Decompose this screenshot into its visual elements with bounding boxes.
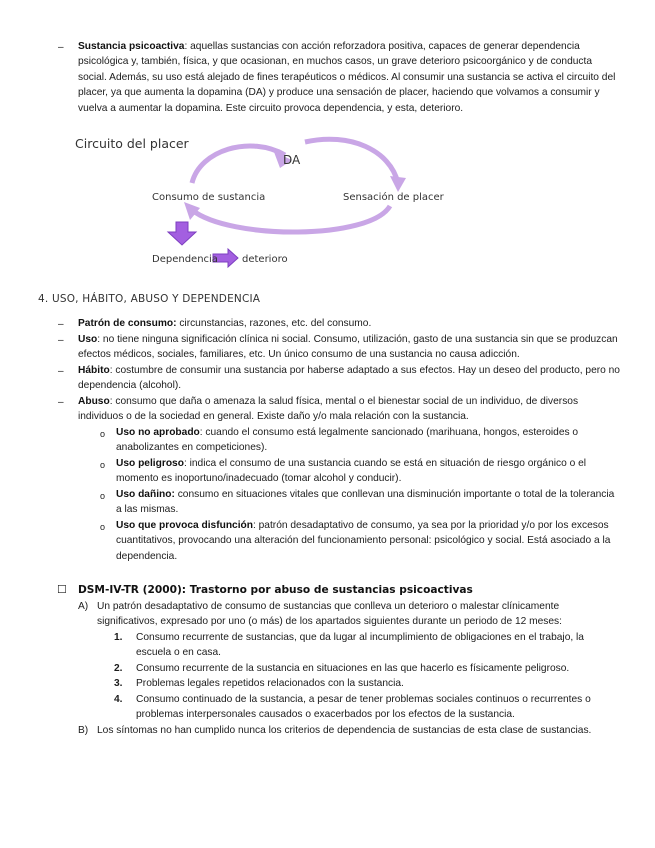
item-term: Uso — [78, 334, 98, 345]
subitem-text: consumo en situaciones vitales que conllevan una disminución importante o total de la tolerancia a las mismas. — [116, 489, 615, 516]
arc-da-sensacion — [305, 139, 398, 183]
intro-term: Sustancia psicoactiva — [78, 41, 185, 52]
arrow-down-dependencia — [168, 222, 196, 245]
criterion-b-text: Los síntomas no han cumplido nunca los criterios de dependencia de sustancias de esta clase de sustancias. — [97, 725, 592, 736]
dash-bullet: – — [58, 366, 64, 377]
section-heading: 4. USO, HÁBITO, ABUSO Y DEPENDENCIA — [38, 293, 261, 305]
sub-list-item — [116, 487, 621, 518]
sub-bullet: o — [100, 460, 106, 470]
criterion-number: 3. — [114, 678, 123, 689]
sub-list-item — [116, 456, 621, 487]
list-item — [78, 363, 623, 394]
node-deterioro: deterioro — [242, 254, 288, 265]
item-term: Abuso — [78, 396, 110, 407]
dash-bullet: – — [58, 42, 64, 53]
list-item — [78, 332, 623, 363]
dash-bullet: – — [58, 397, 64, 408]
item-text: : costumbre de consumir una sustancia por haberse adaptado a sus efectos. Hay un deseo del producto, pero no dependencia (alcohol). — [78, 365, 620, 392]
criterion-number: 4. — [114, 694, 123, 705]
subitem-term: Uso no aprobado — [116, 427, 200, 438]
criterion-a-label: A) — [78, 601, 89, 612]
item-text: : no tiene ninguna significación clínica ni social. Consumo, utilización, gasto de una sustancia sin que se produzcan efectos médicos, sociales, familiares, etc. Un único consumo de una sustancia no causa adicción. — [78, 334, 618, 361]
checkbox-icon: ☐ — [57, 584, 67, 596]
sub-bullet: o — [100, 522, 106, 532]
node-consumo: Consumo de sustancia — [152, 192, 266, 203]
criterion-item: Consumo recurrente de la sustancia en situaciones en las que hacerlo es físicamente peligroso. — [136, 663, 570, 674]
node-sensacion: Sensación de placer — [343, 192, 444, 203]
criterion-b-label: B) — [78, 725, 89, 736]
sub-bullet: o — [100, 491, 106, 501]
arc-consumo-da — [192, 146, 285, 183]
subitem-term: Uso dañino: — [116, 489, 175, 500]
criterion-a-text: Un patrón desadaptativo de consumo de sustancias que conlleva un deterioro o malestar clínicamente significativos, expresado por uno (o más) de los apartados siguientes durante un periodo de 12 meses: — [97, 601, 562, 628]
item-text: circunstancias, razones, etc. del consumo. — [176, 318, 372, 329]
subitem-term: Uso peligroso — [116, 458, 184, 469]
dsm-heading: DSM-IV-TR (2000): Trastorno por abuso de sustancias psicoactivas — [78, 584, 473, 596]
list-item — [78, 316, 623, 331]
item-term: Patrón de consumo: — [78, 318, 177, 329]
subitem-text: : patrón desadaptativo de consumo, ya sea por la prioridad y/o por los excesos cuantitativos, provocando una alteración del funcionamiento personal: psicológico y social. Está asociado a la dependencia. — [116, 520, 611, 562]
item-text: : consumo que daña o amenaza la salud física, mental o el bienestar social de un individuo, de diversos individuos o de la sociedad en general. Existe daño y/o mala relación con la sustancia. — [78, 396, 579, 423]
arc-sensacion-consumo — [192, 206, 390, 232]
criterion-item: Problemas legales repetidos relacionados con la sustancia. — [136, 678, 404, 689]
subitem-term: Uso que provoca disfunción — [116, 520, 253, 531]
criterion-item: Consumo recurrente de sustancias, que da lugar al incumplimiento de obligaciones en el trabajo, la escuela o en casa. — [136, 632, 584, 659]
node-dependencia: Dependencia — [152, 254, 218, 265]
dash-bullet: – — [58, 319, 64, 330]
sub-list-item — [116, 425, 621, 456]
intro-text: : aquellas sustancias con acción reforzadora positiva, capaces de generar dependencia psicológica y, también, física, y que ocasionan, en muchos casos, un grave deterioro psicoorgánico y de conducta social. Además, su uso está alejado de fines terapéuticos o médicos. Al consumir una sustancia se activa el circuito del placer, ya que aumenta la dopamina (DA) y produce una sensación de placer, haciendo que volvamos a consumir y vuelva a aumentar la dopamina. Este circuito provoca dependencia, y esta, deterioro. — [78, 41, 616, 114]
sub-list-item — [116, 518, 621, 564]
criterion-item: Consumo continuado de la sustancia, a pesar de tener problemas sociales continuos o recurrentes o problemas interpersonales causados o exacerbados por los efectos de la sustancia. — [136, 694, 591, 721]
node-da: DA — [283, 153, 301, 167]
subitem-text: : cuando el consumo está legalmente sancionado (marihuana, hongos, esteroides o anabolizantes en competiciones). — [116, 427, 579, 454]
sub-bullet: o — [100, 429, 106, 439]
item-term: Hábito — [78, 365, 110, 376]
criterion-number: 2. — [114, 663, 123, 674]
list-item — [78, 394, 623, 425]
diagram-title: Circuito del placer — [75, 136, 189, 151]
dash-bullet: – — [58, 335, 64, 346]
criterion-number: 1. — [114, 632, 123, 643]
subitem-text: : indica el consumo de una sustancia cuando se está en situación de riesgo orgánico o el momento es inoportuno/inadecuado (tomar alcohol y conducir). — [116, 458, 587, 485]
intro-paragraph — [78, 39, 623, 116]
